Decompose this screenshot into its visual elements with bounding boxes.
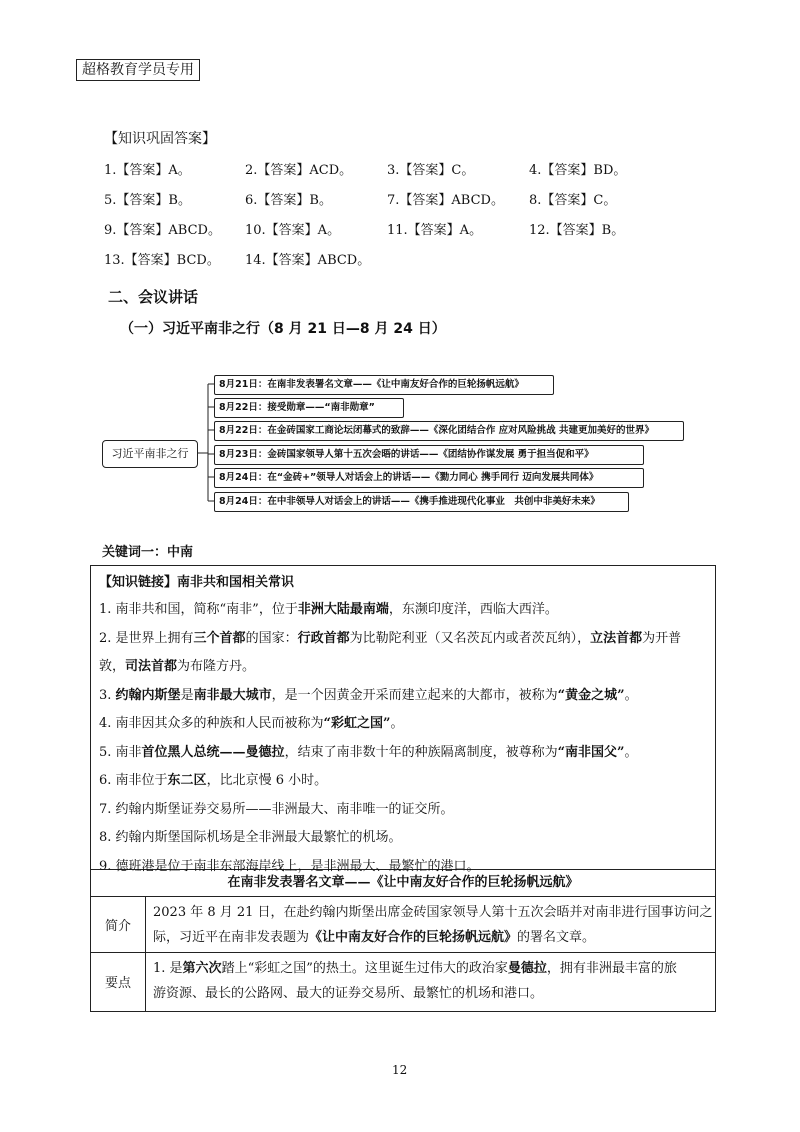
text-segment: 曼德拉	[507, 961, 547, 976]
intro-line	[153, 904, 713, 922]
text-segment: “南非国父”	[557, 744, 625, 760]
keyword-heading: 关键词一：中南	[102, 545, 194, 560]
text-segment: 非洲大陆最南端	[297, 602, 389, 617]
text-segment: ，是一个因黄金开采而建立起来的大都市，被称为	[271, 687, 558, 703]
text-segment: 5. 南非	[99, 744, 142, 760]
text-segment: 3.	[99, 687, 116, 703]
text-segment: 4. 南非因其众多的种族和人民而被称为	[99, 716, 324, 731]
knowledge-item	[99, 801, 454, 819]
text-segment: 约翰内斯堡	[115, 687, 181, 703]
mindmap-branch: 8月21日：在南非发表署名文章——《让中南友好合作的巨轮扬帆远航》	[214, 375, 554, 395]
answer-item: 11.【答案】A。	[387, 223, 483, 238]
answer-item: 9.【答案】ABCD。	[104, 223, 221, 238]
text-segment: 8. 约翰内斯堡国际机场是全非洲最大最繁忙的机场。	[99, 830, 402, 845]
answer-item: 3.【答案】C。	[387, 163, 475, 178]
text-segment: ，东濒印度洋，西临大西洋。	[388, 602, 558, 617]
knowledge-item	[99, 715, 404, 733]
answer-item: 8.【答案】C。	[529, 193, 617, 208]
table-divider	[91, 896, 715, 897]
article-heading: 在南非发表署名文章——《让中南友好合作的巨轮扬帆远航》	[227, 875, 579, 890]
text-segment: “彩虹之国”	[323, 716, 391, 731]
knowledge-title: 【知识链接】南非共和国相关常识	[99, 575, 295, 590]
mindmap-branch: 8月24日：在中非领导人对话会上的讲话——《携手推进现代化事业 共创中非美好未来》	[214, 492, 629, 512]
answer-item: 2.【答案】ACD。	[245, 163, 353, 178]
knowledge-item	[99, 772, 327, 790]
points-line	[153, 985, 543, 1003]
text-segment: 游资源、最长的公路网、最大的证券交易所、最繁忙的机场和港口。	[153, 986, 544, 1001]
text-segment: 。	[390, 716, 404, 731]
text-segment: 7. 约翰内斯堡证券交易所——非洲最大、南非唯一的证交所。	[99, 801, 454, 817]
text-segment: 2023 年 8 月 21 日，在赴约翰内斯堡出席金砖国家领导人第十五次会晤并对南非进行国事访问之	[153, 905, 713, 920]
knowledge-item	[99, 658, 255, 676]
text-segment: 首位黑人总统——曼德拉	[141, 744, 285, 760]
answer-item: 5.【答案】B。	[104, 193, 191, 208]
text-segment: 第六次	[182, 961, 222, 976]
header-tag: 超格教育学员专用	[76, 59, 200, 81]
text-segment: “黄金之城”	[557, 687, 625, 703]
mindmap-root: 习近平南非之行	[102, 440, 198, 468]
points-label: 要点	[104, 976, 131, 991]
answer-item: 1.【答案】A。	[104, 163, 191, 178]
knowledge-table	[90, 565, 716, 1012]
text-segment: 的国家：	[245, 630, 298, 646]
answer-item: 7.【答案】ABCD。	[387, 193, 504, 208]
text-segment: ，结束了南非数十年的种族隔离制度，被尊称为	[284, 744, 558, 760]
points-line	[153, 960, 677, 978]
knowledge-item	[99, 601, 558, 619]
answer-item: 12.【答案】B。	[529, 223, 625, 238]
text-segment: 南非最大城市	[193, 687, 272, 703]
mindmap-connector-lines	[196, 384, 214, 501]
text-segment: 2. 是世界上拥有	[99, 630, 194, 646]
table-divider	[91, 952, 715, 953]
knowledge-item	[99, 744, 638, 762]
knowledge-item	[99, 858, 480, 876]
text-segment: 东二区	[167, 773, 207, 788]
table-column-divider	[145, 896, 146, 1011]
text-segment: ，比北京慢 6 小时。	[206, 773, 328, 788]
answer-item: 10.【答案】A。	[245, 223, 341, 238]
subsection-title: （一）习近平南非之行（8 月 21 日—8 月 24 日）	[120, 321, 446, 337]
intro-line	[153, 929, 595, 947]
text-segment: 是	[180, 687, 194, 703]
text-segment: 《让中南友好合作的巨轮扬帆远航》	[309, 930, 518, 945]
knowledge-item	[99, 630, 681, 648]
knowledge-item	[99, 829, 402, 847]
text-segment: 踏上“彩虹之国”的热土。这里诞生过伟大的政治家	[221, 961, 508, 976]
answer-item: 14.【答案】ABCD。	[245, 253, 371, 268]
text-segment: 。	[624, 744, 638, 760]
answers-title: 【知识巩固答案】	[104, 131, 216, 147]
text-segment: 。	[624, 687, 638, 703]
mindmap-branch: 8月22日：在金砖国家工商论坛闭幕式的致辞——《深化团结合作 应对风险挑战 共建更加美好的世界》	[214, 421, 684, 441]
text-segment: 为布隆方丹。	[177, 659, 256, 674]
mindmap-branch: 8月24日：在“金砖+”领导人对话会上的讲话——《勠力同心 携手同行 迈向发展共同体》	[214, 468, 644, 488]
answer-item: 6.【答案】B。	[245, 193, 332, 208]
text-segment: 为开普	[642, 630, 682, 646]
text-segment: 为比勒陀利亚（又名茨瓦内或者茨瓦纳），	[349, 630, 591, 646]
answer-item: 13.【答案】BCD。	[104, 253, 220, 268]
text-segment: 际，习近平在南非发表题为	[153, 930, 310, 945]
answer-item: 4.【答案】BD。	[529, 163, 627, 178]
page-number: 12	[392, 1063, 408, 1077]
mindmap-branch: 8月23日：金砖国家领导人第十五次会晤的讲话——《团结协作谋发展 勇于担当促和平》	[214, 445, 644, 465]
intro-label: 简介	[104, 919, 131, 934]
text-segment: ，拥有非洲最丰富的旅	[546, 961, 677, 976]
text-segment: 敦，	[99, 659, 126, 674]
text-segment: 9. 德班港是位于南非东部海岸线上，是非洲最大、最繁忙的港口。	[99, 858, 480, 874]
knowledge-item	[99, 687, 638, 705]
mindmap-branch: 8月22日：接受勋章——“南非勋章”	[214, 398, 404, 418]
text-segment: 1. 南非共和国，简称“南非”，位于	[99, 602, 298, 617]
section-title: 二、会议讲话	[108, 288, 199, 306]
text-segment: 司法首都	[125, 659, 178, 674]
text-segment: 1. 是	[153, 961, 183, 976]
text-segment: 行政首都	[297, 630, 350, 646]
text-segment: 立法首都	[590, 630, 643, 646]
text-segment: 三个首都	[193, 630, 246, 646]
text-segment: 6. 南非位于	[99, 773, 168, 788]
text-segment: 的署名文章。	[517, 930, 596, 945]
